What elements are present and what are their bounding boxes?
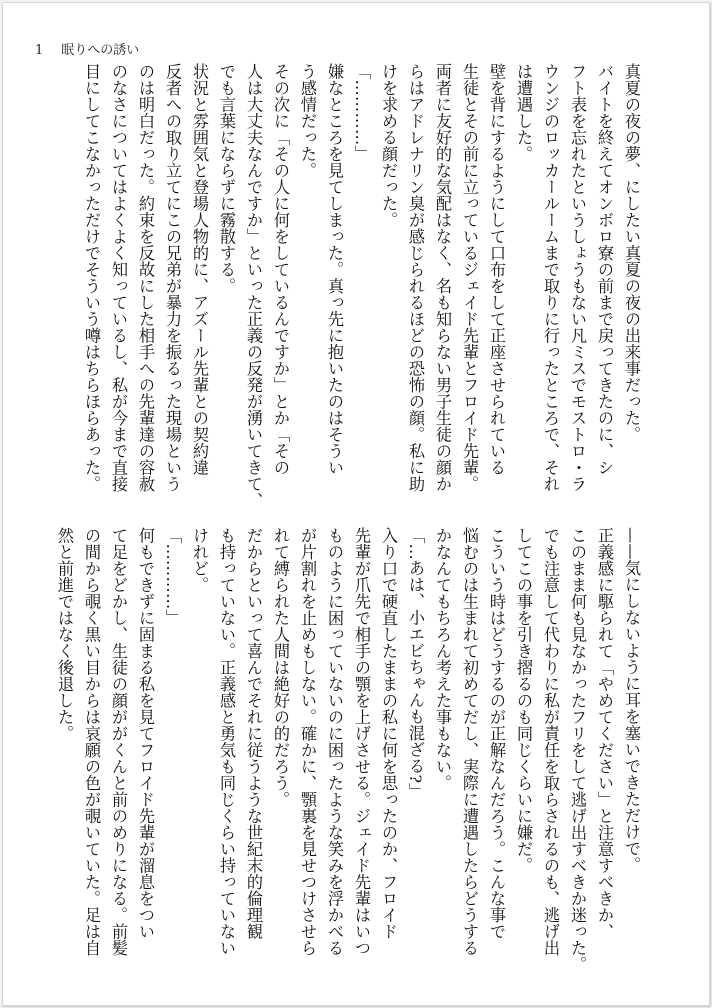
page-number: 1 — [35, 43, 44, 58]
document-page — [2, 2, 710, 1006]
running-header — [35, 39, 139, 58]
text-line: 「…………」 — [352, 63, 371, 162]
text-line: その次に「その人に何をしているんですか」とか「その — [271, 63, 290, 476]
text-line: 状況と雰囲気と登場人物的に、アズール先輩との契約違 — [190, 63, 209, 476]
text-line: 人は大丈夫なんですか」といった正義の反発が湧いてきて、 — [244, 63, 263, 509]
text-line: が片割れを止めもしない。確かに、顎裏を見せつけさせら — [298, 527, 317, 956]
text-line: ものように困っていないのに困ったような笑みを浮かべる — [325, 527, 344, 956]
chapter-title: 眠りへの誘い — [61, 43, 140, 58]
text-line: のなさについてはよくよく知っているし、私が今まで直接 — [109, 63, 128, 492]
text-line: かなんてもちろん考えた事もない。 — [433, 527, 452, 791]
text-line: の間から覗く黒い目からは哀願の色が覗いていた。足は自 — [82, 527, 101, 956]
text-line: してこの事を引き摺るのも同じくらいに嫌だ。 — [514, 527, 533, 874]
text-line: れて縛られた人間は絶好の的だろう。 — [271, 527, 290, 808]
text-line: 入り口で硬直したままの私に何を思ったのか、フロイド — [379, 527, 398, 940]
text-line: でも言葉にならずに霧散する。 — [217, 63, 236, 294]
text-line: も持っていない。正義感と勇気も同じくらい持っていない — [217, 527, 236, 956]
text-line: 何もできずに固まる私を見てフロイド先輩が溜息をつい — [136, 527, 155, 940]
text-line: 嫌なところを見てしまった。真っ先に抱いたのはそうい — [325, 63, 344, 476]
text-line: は遭遇した。 — [514, 63, 533, 162]
text-line: 悩むのは生まれて初めてだし、実際に遭遇したらどうする — [460, 527, 479, 956]
text-line: 正義感に駆られて「やめてください」と注意すべきか、 — [595, 527, 614, 940]
text-line: このまま何も見なかったフリをして逃げ出すべきか迷った。 — [568, 527, 587, 973]
text-line: 両者に友好的な気配はなく、名も知らない男子生徒の顔か — [433, 63, 452, 492]
text-line: 生徒とその前に立っているジェイド先輩とフロイド先輩。 — [460, 63, 479, 492]
text-block-bottom — [55, 527, 645, 973]
text-line: 先輩が爪先で相手の顎を上げさせる。ジェイド先輩はいつ — [352, 527, 371, 956]
text-line: 壁を背にするようにして口布をして正座させられている — [487, 63, 506, 476]
text-line: バイトを終えてオンボロ寮の前まで戻ってきたのに、シ — [595, 63, 614, 476]
text-line: 目にしてこなかっただけでそういう噂はちらほらあった。 — [82, 63, 101, 492]
text-line: う感情だった。 — [298, 63, 317, 179]
text-line: けを求める顔だった。 — [379, 63, 398, 228]
text-line: けれど。 — [190, 527, 209, 593]
text-line: でも注意して代わりに私が責任を取らされるのも、逃げ出 — [541, 527, 560, 956]
text-line: ——気にしないように耳を塞いできただけで。 — [622, 527, 641, 874]
text-line: フト表を忘れたというしょうもない凡ミスでモストロ・ラ — [568, 63, 587, 492]
text-line: 真夏の夜の夢、にしたい真夏の夜の出来事だった。 — [622, 63, 641, 443]
text-line: こういう時はどうするのが正解なんだろう。こんな事で — [487, 527, 506, 940]
text-line: 然と前進ではなく後退した。 — [55, 527, 74, 742]
text-line: 反者への取り立てにこの兄弟が暴力を振るった現場という — [163, 63, 182, 492]
text-line: 「…………」 — [163, 527, 182, 626]
text-line: だからといって喜んでそれに従うような世紀末的倫理観 — [244, 527, 263, 940]
text-line: ウンジのロッカールームまで取りに行ったところで、それ — [541, 63, 560, 492]
text-line: て足をどかし、生徒の顔ががくんと前のめりになる。前髪 — [109, 527, 128, 956]
text-line: らはアドレナリン臭が感じられるほどの恐怖の顔。私に助 — [406, 63, 425, 492]
text-block-top — [61, 63, 645, 509]
text-line: 「…あは、小エビちゃんも混ざる?」 — [406, 527, 425, 800]
text-line: のは明白だった。約束を反故にした相手への先輩達の容赦 — [136, 63, 155, 492]
